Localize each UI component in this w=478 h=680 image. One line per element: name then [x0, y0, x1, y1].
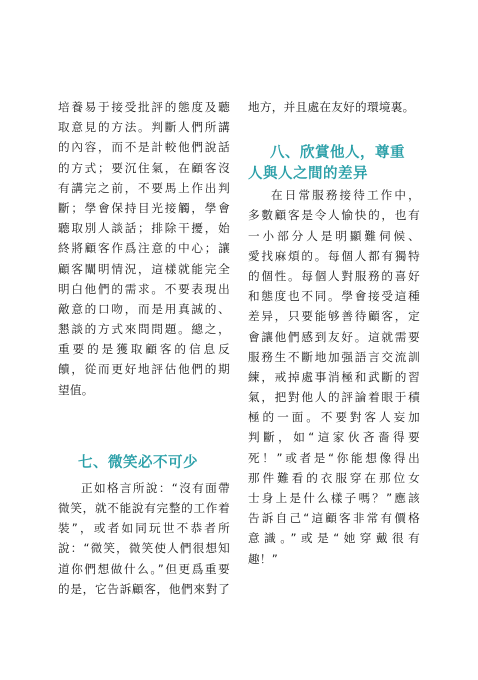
section-gap [248, 117, 420, 143]
text-line: 敵意的口吻，而是用真誠的、 [58, 301, 230, 316]
text-line: 道你們想做什么。”但更爲重要 [58, 561, 230, 576]
text-line: 說：“微笑，微笑使人們很想知 [58, 541, 230, 556]
text-line: 裝”，或者如同玩世不恭者所 [58, 521, 230, 536]
text-line: 一小部分人是明顯難伺候、 [248, 228, 420, 243]
text-line: 饋，從而更好地評估他們的期 [58, 362, 230, 377]
paragraph-smile [58, 478, 230, 599]
text-line: 有講完之前，不要馬上作出判 [58, 180, 230, 195]
text-line: 愛找麻煩的。每個人都有獨特 [248, 248, 420, 263]
text-line: 的方式；要沉住氣，在顧客沒 [58, 160, 230, 175]
text-line: 培養易于接受批評的態度及聽 [58, 100, 230, 114]
paragraph-appreciate [248, 185, 420, 569]
text-line: 在日常服務接待工作中， [271, 188, 420, 203]
text-line: 地方，并且處在友好的環境裏。 [248, 100, 415, 114]
text-line: 的內容，而不是計較他們說話 [58, 140, 230, 155]
text-line: 顧客闡明情況，這樣就能完全 [58, 261, 230, 276]
text-line: 取意見的方法。判斷人們所講 [58, 120, 230, 135]
text-line: 正如格言所說：“沒有面帶 [81, 480, 230, 495]
text-line: 明白他們的需求。不要表現出 [58, 281, 230, 296]
text-line: 士身上是什么樣子嗎？”應該 [248, 491, 420, 505]
text-line: 判斷，如“這家伙吝嗇得要 [248, 430, 420, 445]
text-line: 的是，它告訴顧客，他們來對了 [58, 581, 230, 596]
text-line: 終將顧客作爲注意的中心；讓 [58, 241, 230, 256]
text-line: 懇談的方式來問問題。總之， [58, 322, 230, 337]
text-line: 的個性。每個人對服務的喜好 [248, 268, 420, 283]
text-line: 和態度也不同。學會接受這種 [248, 289, 420, 304]
text-line: 差异，只要能够善待顧客，定 [248, 309, 420, 324]
paragraph-listening [58, 97, 230, 400]
text-line: 那件難看的衣服穿在那位女 [248, 470, 420, 485]
text-line: 意識。”或是“她穿戴很有 [248, 531, 420, 546]
heading-line: 八、欣賞他人，尊重 [270, 145, 405, 162]
text-line: 微笑，就不能說有完整的工作着 [58, 501, 230, 515]
paragraph-smile-continued [248, 97, 420, 117]
left-column [58, 97, 230, 599]
text-line: 氣，把對他人的評論着眼于積 [248, 390, 420, 405]
text-line: 多數顧客是令人愉快的，也有 [248, 208, 420, 223]
right-column [248, 97, 420, 569]
text-line: 望值。 [58, 382, 94, 397]
text-line: 練，戒掉處事消極和武斷的習 [248, 369, 420, 384]
text-line: 服務生不斷地加强語言交流訓 [248, 349, 420, 364]
section-heading-appreciate [248, 143, 420, 185]
text-line: 極的一面。不要對客人妄加 [248, 410, 420, 425]
text-line: 聽取別人談話；排除干擾，始 [58, 221, 230, 236]
text-line: 告訴自己“這顧客非常有價格 [248, 511, 420, 526]
section-heading-smile: 七、微笑必不可少 [78, 454, 198, 471]
text-line: 重要的是獲取顧客的信息反 [58, 342, 230, 357]
text-line: 死！”或者是“你能想像得出 [248, 450, 420, 465]
text-line: 斷；學會保持目光接觸，學會 [58, 200, 230, 215]
heading-line: 人與人之間的差异 [248, 166, 368, 183]
section-gap [58, 400, 230, 452]
text-line: 會讓他們感到友好。這就需要 [248, 329, 420, 344]
text-line: 趣！” [248, 551, 279, 566]
